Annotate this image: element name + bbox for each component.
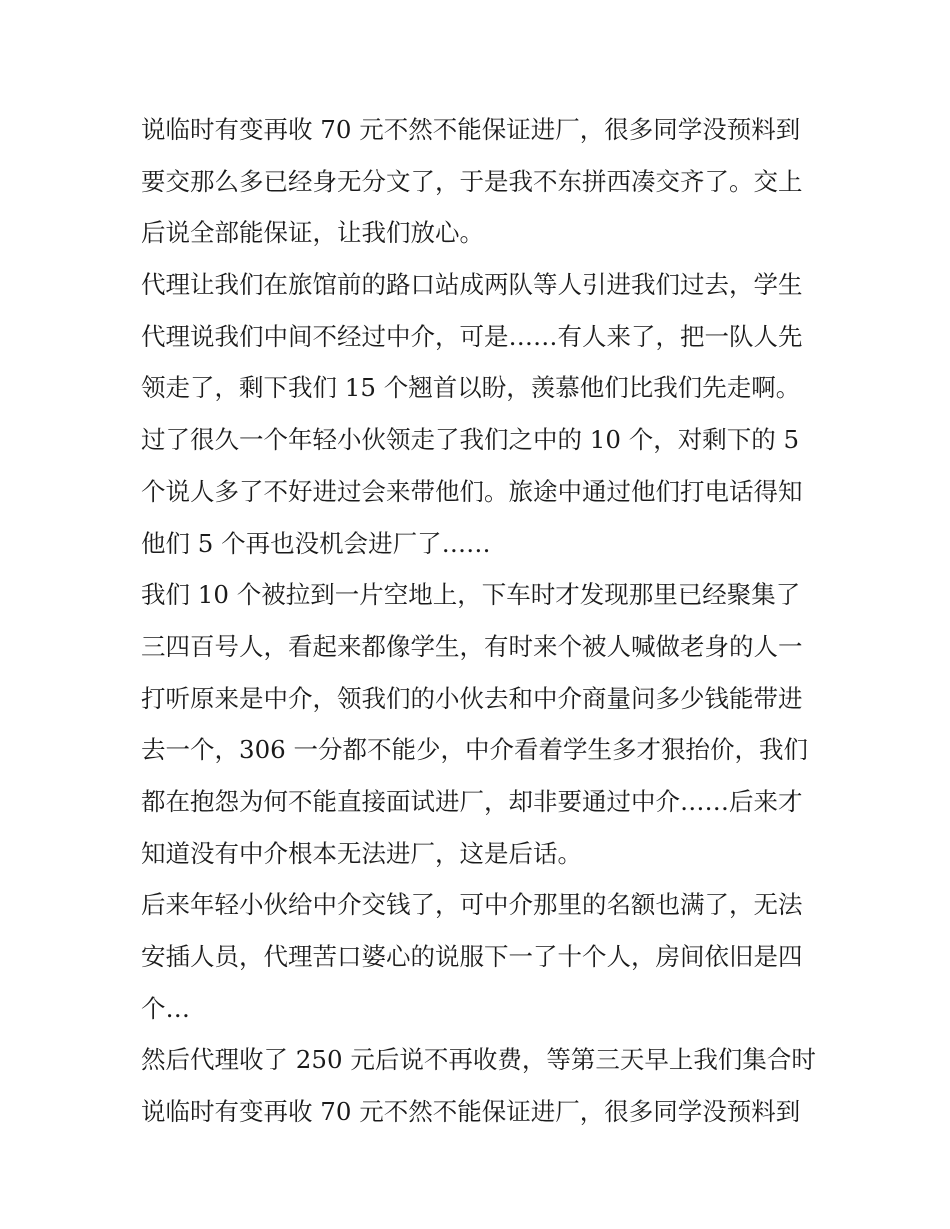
text-line-15: 知道没有中介根本无法进厂，这是后话。	[141, 838, 582, 868]
text-line-17: 安插人员，代理苦口婆心的说服下一了十个人，房间依旧是四	[141, 942, 803, 971]
text-line-7: 过了很久一个年轻小伙领走了我们之中的 10 个，对剩下的 5	[141, 425, 800, 455]
text-line-5: 代理说我们中间不经过中介，可是……有人来了，把一队人先	[141, 321, 803, 351]
document-body	[141, 104, 821, 1138]
text-line-2: 要交那么多已经身无分文了，于是我不东拼西凑交齐了。交上	[141, 166, 803, 196]
text-line-13: 去一个，306 一分都不能少，中介看着学生多才狠抬价，我们	[141, 735, 809, 765]
text-line-3: 后说全部能保证，让我们放心。	[141, 218, 484, 248]
text-line-9: 他们 5 个再也没机会进厂了……	[141, 528, 491, 558]
text-line-12: 打听原来是中介，领我们的小伙去和中介商量问多少钱能带进	[141, 683, 803, 713]
text-line-16: 后来年轻小伙给中介交钱了，可中介那里的名额也满了，无法	[141, 890, 803, 920]
text-line-1: 说临时有变再收 70 元不然不能保证进厂，很多同学没预料到	[141, 115, 801, 144]
text-line-4: 代理让我们在旅馆前的路口站成两队等人引进我们过去，学生	[141, 270, 803, 300]
text-line-10: 我们 10 个被拉到一片空地上，下车时才发现那里已经聚集了	[141, 580, 801, 610]
text-line-18: 个…	[141, 993, 190, 1023]
text-line-8: 个说人多了不好进过会来带他们。旅途中通过他们打电话得知	[141, 476, 803, 506]
text-line-20: 说临时有变再收 70 元不然不能保证进厂，很多同学没预料到	[141, 1097, 801, 1127]
text-line-19: 然后代理收了 250 元后说不再收费，等第三天早上我们集合时	[141, 1045, 816, 1075]
text-line-14: 都在抱怨为何不能直接面试进厂，却非要通过中介……后来才	[141, 786, 803, 816]
text-line-6: 领走了，剩下我们 15 个翘首以盼，羡慕他们比我们先走啊。	[141, 373, 801, 403]
text-line-11: 三四百号人，看起来都像学生，有时来个被人喊做老身的人一	[141, 631, 803, 661]
